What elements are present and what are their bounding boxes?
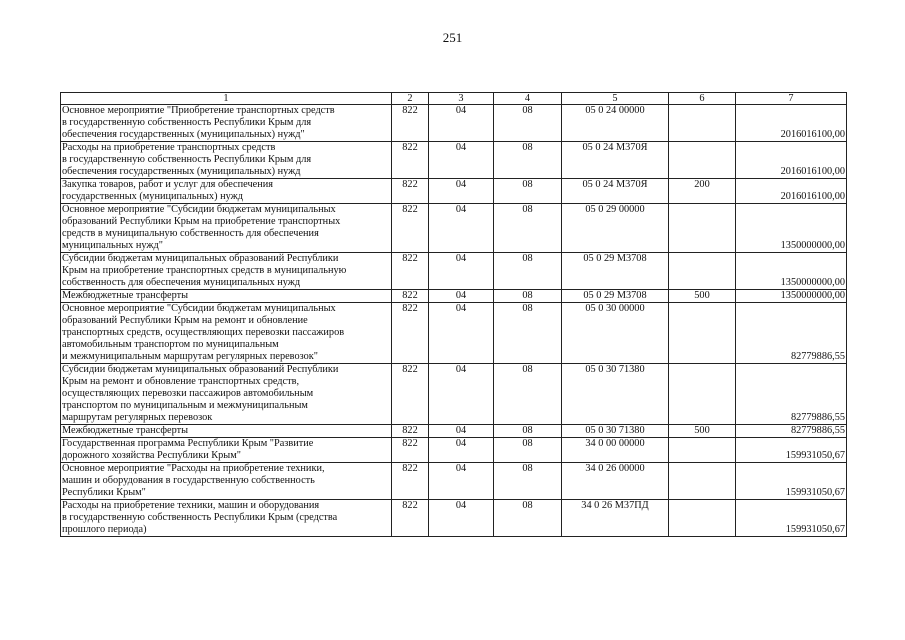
table-row [61, 179, 847, 204]
cell-expense-type: 500 [669, 425, 736, 438]
cell-amount: 82779886,55 [736, 303, 847, 364]
cell-amount: 1350000000,00 [736, 253, 847, 290]
cell-target-article: 34 0 26 М37ПД [562, 500, 669, 537]
row-description: Расходы на приобретение техники, машин и оборудования в государственную собственность Республики Крым (средства прошлого периода) [61, 500, 392, 537]
row-description: Межбюджетные трансферты [61, 425, 392, 438]
cell-ministry-code: 822 [392, 204, 429, 253]
column-header: 2 [392, 93, 429, 105]
row-description: Основное мероприятие "Приобретение транспортных средств в государственную собственность Республики Крым для обеспечения государственных (муниципальных) нужд" [61, 105, 392, 142]
cell-ministry-code: 822 [392, 364, 429, 425]
column-header: 3 [429, 93, 494, 105]
column-header: 4 [494, 93, 562, 105]
row-description: Субсидии бюджетам муниципальных образований Республики Крым на приобретение транспортных средств в муниципальную собственность для обеспечения муниципальных нужд [61, 253, 392, 290]
row-description: Межбюджетные трансферты [61, 290, 392, 303]
cell-amount: 1350000000,00 [736, 204, 847, 253]
cell-expense-type [669, 303, 736, 364]
cell-section: 04 [429, 142, 494, 179]
cell-subsection: 08 [494, 438, 562, 463]
cell-amount: 1350000000,00 [736, 290, 847, 303]
table-row [61, 204, 847, 253]
cell-subsection: 08 [494, 290, 562, 303]
cell-expense-type [669, 500, 736, 537]
cell-target-article: 34 0 00 00000 [562, 438, 669, 463]
cell-section: 04 [429, 425, 494, 438]
table-row [61, 438, 847, 463]
cell-expense-type [669, 204, 736, 253]
cell-expense-type: 200 [669, 179, 736, 204]
cell-amount: 2016016100,00 [736, 179, 847, 204]
cell-subsection: 08 [494, 463, 562, 500]
cell-target-article: 05 0 29 М3708 [562, 290, 669, 303]
cell-target-article: 05 0 30 71380 [562, 425, 669, 438]
row-description: Основное мероприятие "Расходы на приобретение техники, машин и оборудования в государственную собственность Республики Крым" [61, 463, 392, 500]
cell-subsection: 08 [494, 364, 562, 425]
table-row [61, 142, 847, 179]
cell-subsection: 08 [494, 500, 562, 537]
cell-section: 04 [429, 290, 494, 303]
cell-expense-type [669, 438, 736, 463]
table-row [61, 303, 847, 364]
cell-target-article: 34 0 26 00000 [562, 463, 669, 500]
cell-section: 04 [429, 364, 494, 425]
cell-ministry-code: 822 [392, 142, 429, 179]
table-row [61, 463, 847, 500]
cell-ministry-code: 822 [392, 290, 429, 303]
column-header: 7 [736, 93, 847, 105]
cell-section: 04 [429, 500, 494, 537]
cell-target-article: 05 0 29 М3708 [562, 253, 669, 290]
cell-section: 04 [429, 253, 494, 290]
cell-amount: 82779886,55 [736, 364, 847, 425]
cell-ministry-code: 822 [392, 463, 429, 500]
row-description: Закупка товаров, работ и услуг для обеспечения государственных (муниципальных) нужд [61, 179, 392, 204]
cell-expense-type [669, 364, 736, 425]
cell-ministry-code: 822 [392, 425, 429, 438]
cell-expense-type [669, 105, 736, 142]
cell-ministry-code: 822 [392, 438, 429, 463]
cell-target-article: 05 0 24 00000 [562, 105, 669, 142]
cell-amount: 159931050,67 [736, 438, 847, 463]
cell-expense-type [669, 463, 736, 500]
cell-target-article: 05 0 30 00000 [562, 303, 669, 364]
row-description: Основное мероприятие "Субсидии бюджетам муниципальных образований Республики Крым на приобретение транспортных средств в муниципальную собственность для обеспечения муниципальных нужд" [61, 204, 392, 253]
cell-subsection: 08 [494, 425, 562, 438]
column-header: 5 [562, 93, 669, 105]
cell-subsection: 08 [494, 303, 562, 364]
cell-ministry-code: 822 [392, 105, 429, 142]
row-description: Основное мероприятие "Субсидии бюджетам муниципальных образований Республики Крым на ремонт и обновление транспортных средств, осуществляющих перевозки пассажиров автомобильным транспортом по муниципальным и межмуниципальным маршрутам регулярных перевозок" [61, 303, 392, 364]
table-row [61, 253, 847, 290]
table-row [61, 105, 847, 142]
row-description: Расходы на приобретение транспортных средств в государственную собственность Республики Крым для обеспечения государственных (муниципальных) нужд [61, 142, 392, 179]
column-header: 1 [61, 93, 392, 105]
cell-section: 04 [429, 438, 494, 463]
cell-amount: 159931050,67 [736, 463, 847, 500]
cell-target-article: 05 0 29 00000 [562, 204, 669, 253]
cell-expense-type [669, 142, 736, 179]
cell-expense-type [669, 253, 736, 290]
table-row [61, 364, 847, 425]
cell-amount: 2016016100,00 [736, 142, 847, 179]
table-row [61, 500, 847, 537]
cell-subsection: 08 [494, 142, 562, 179]
row-description: Государственная программа Республики Крым "Развитие дорожного хозяйства Республики Крым" [61, 438, 392, 463]
cell-amount: 159931050,67 [736, 500, 847, 537]
cell-subsection: 08 [494, 204, 562, 253]
column-header: 6 [669, 93, 736, 105]
cell-expense-type: 500 [669, 290, 736, 303]
cell-ministry-code: 822 [392, 303, 429, 364]
cell-target-article: 05 0 24 М370Я [562, 142, 669, 179]
table-row [61, 290, 847, 303]
table-row [61, 425, 847, 438]
cell-section: 04 [429, 463, 494, 500]
cell-amount: 82779886,55 [736, 425, 847, 438]
cell-section: 04 [429, 105, 494, 142]
cell-section: 04 [429, 303, 494, 364]
cell-section: 04 [429, 204, 494, 253]
cell-ministry-code: 822 [392, 500, 429, 537]
cell-section: 04 [429, 179, 494, 204]
cell-target-article: 05 0 30 71380 [562, 364, 669, 425]
cell-ministry-code: 822 [392, 253, 429, 290]
table-header-row [61, 93, 847, 105]
page-number: 251 [442, 30, 463, 45]
row-description: Субсидии бюджетам муниципальных образований Республики Крым на ремонт и обновление транспортных средств, осуществляющих перевозки пассажиров автомобильным транспортом по муниципальным и межмуниципальным маршрутам регулярных перевозок [61, 364, 392, 425]
cell-target-article: 05 0 24 М370Я [562, 179, 669, 204]
cell-subsection: 08 [494, 179, 562, 204]
cell-subsection: 08 [494, 253, 562, 290]
cell-amount: 2016016100,00 [736, 105, 847, 142]
cell-ministry-code: 822 [392, 179, 429, 204]
cell-subsection: 08 [494, 105, 562, 142]
budget-table [60, 92, 847, 537]
